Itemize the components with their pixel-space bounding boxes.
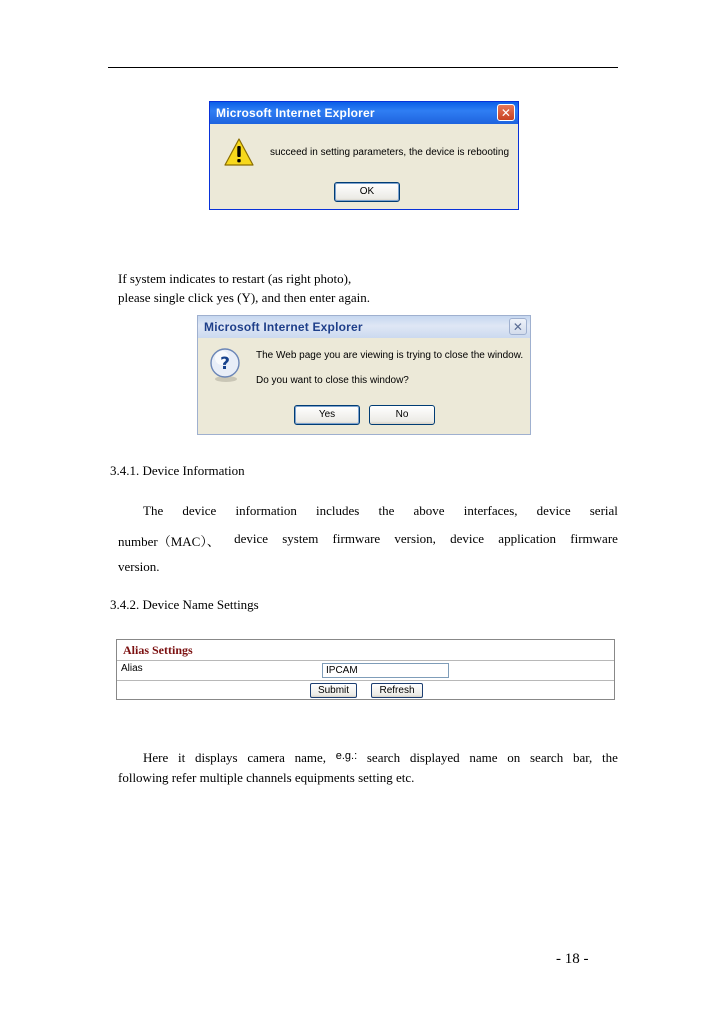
word: the xyxy=(602,750,618,765)
word: device xyxy=(234,531,268,546)
word: interfaces, xyxy=(463,503,518,518)
dialog-message: succeed in setting parameters, the device is rebooting xyxy=(270,147,510,158)
section-heading: 3.4.2. Device Name Settings xyxy=(110,597,259,612)
dialog-message-line-2: Do you want to close this window? xyxy=(256,375,409,386)
refresh-button[interactable]: Refresh xyxy=(371,683,423,698)
word: displayed xyxy=(409,750,460,765)
word: system xyxy=(282,531,319,546)
svg-text:?: ? xyxy=(220,354,230,374)
word: includes xyxy=(316,503,360,518)
close-window-dialog xyxy=(197,315,531,435)
word: device xyxy=(450,531,485,546)
alias-settings-header: Alias Settings xyxy=(123,643,193,657)
word: camera xyxy=(247,750,285,765)
section-heading: 3.4.1. Device Information xyxy=(110,463,245,478)
close-icon[interactable]: ✕ xyxy=(509,318,527,335)
alias-row xyxy=(117,660,614,681)
word: information xyxy=(235,503,297,518)
no-button[interactable]: No xyxy=(369,405,435,425)
word: search xyxy=(366,750,401,765)
paragraph-line xyxy=(118,531,618,550)
word: e.g.: xyxy=(335,750,358,762)
ok-button[interactable]: OK xyxy=(334,182,400,202)
paragraph-line: version. xyxy=(118,559,160,574)
word: name xyxy=(469,750,498,765)
yes-button[interactable]: Yes xyxy=(294,405,360,425)
word: device xyxy=(536,503,571,518)
alias-input[interactable]: IPCAM xyxy=(322,663,449,678)
word: search xyxy=(530,750,564,765)
word: serial xyxy=(589,503,618,518)
alias-header-row xyxy=(117,640,614,661)
word: firmware xyxy=(332,531,381,546)
header-rule xyxy=(108,67,618,68)
word: number（MAC）、 xyxy=(118,534,220,549)
dialog-message-line-1: The Web page you are viewing is trying to close the window. xyxy=(256,350,524,361)
alias-button-row xyxy=(117,680,614,700)
instruction-line-1: If system indicates to restart (as right photo), xyxy=(118,271,352,286)
warning-icon xyxy=(224,138,254,166)
word: above xyxy=(413,503,445,518)
page-number: - 18 - xyxy=(556,951,589,967)
word: name, xyxy=(294,750,326,765)
word: the xyxy=(378,503,395,518)
alias-settings-panel xyxy=(116,639,615,700)
paragraph-line xyxy=(143,750,618,766)
word: firmware xyxy=(570,531,618,546)
dialog-title: Microsoft Internet Explorer xyxy=(216,106,375,120)
submit-button[interactable]: Submit xyxy=(310,683,357,698)
dialog-title-bar[interactable] xyxy=(198,316,530,338)
word: displays xyxy=(194,750,238,765)
word: bar, xyxy=(572,750,593,765)
close-icon[interactable]: ✕ xyxy=(497,104,515,121)
paragraph-line xyxy=(143,503,618,519)
instruction-line-2: please single click yes (Y), and then enter again. xyxy=(118,290,370,305)
alias-label: Alias xyxy=(121,663,143,674)
word: it xyxy=(178,750,186,765)
question-icon xyxy=(208,346,242,384)
dialog-title: Microsoft Internet Explorer xyxy=(204,320,363,334)
rebooting-dialog xyxy=(209,101,519,210)
word: application xyxy=(498,531,557,546)
paragraph-line: following refer multiple channels equipments setting etc. xyxy=(118,770,415,785)
word: version, xyxy=(394,531,436,546)
word: The xyxy=(143,503,164,518)
dialog-title-bar[interactable] xyxy=(210,102,518,124)
word: Here xyxy=(143,750,169,765)
word: device xyxy=(182,503,217,518)
word: on xyxy=(507,750,521,765)
